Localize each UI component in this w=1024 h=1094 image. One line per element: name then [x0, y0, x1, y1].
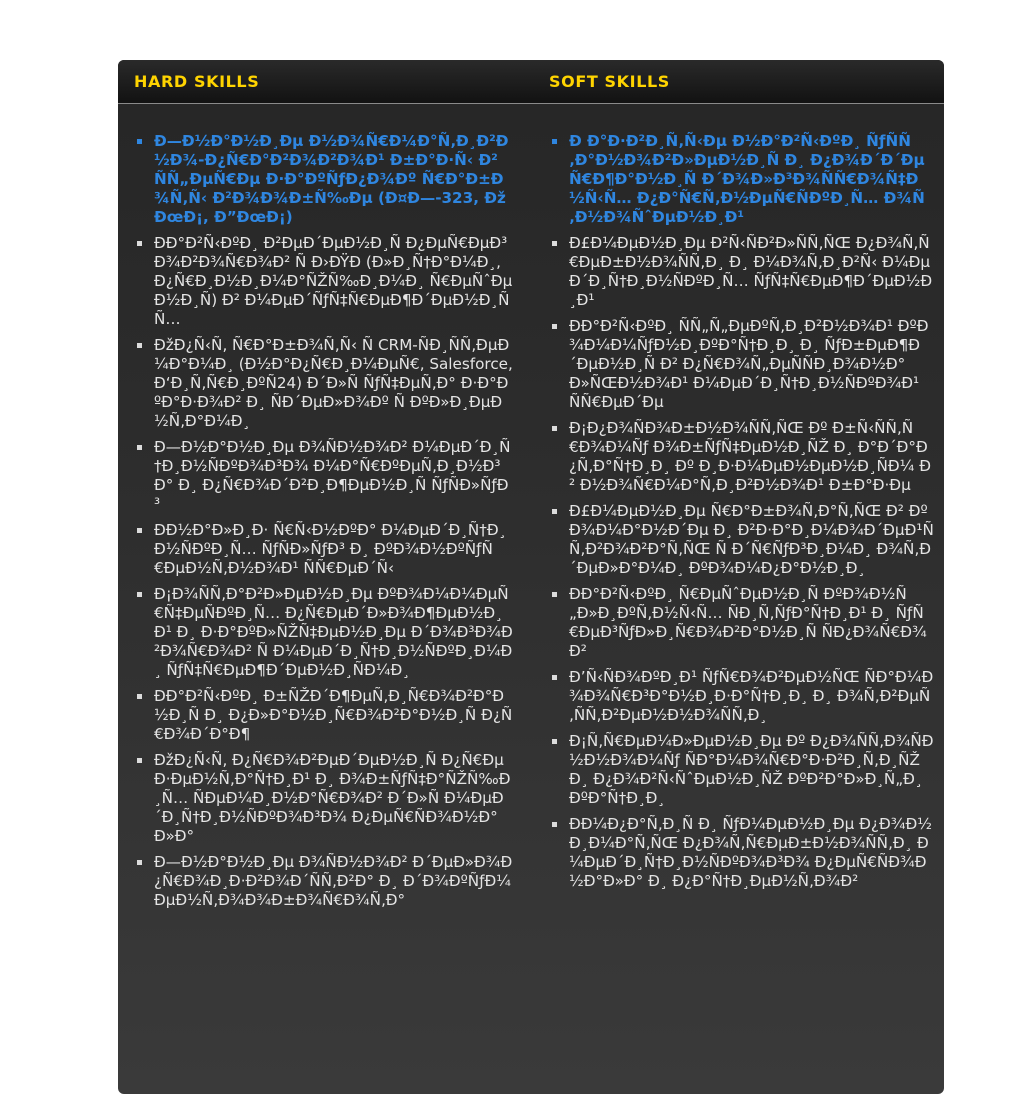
hard-skills-title: HARD SKILLS	[134, 72, 260, 91]
bullet-icon	[137, 592, 142, 597]
hard-skill-text: ÐÐ°Ð²Ñ‹ÐºÐ¸ Ð²ÐµÐ´ÐµÐ½Ð¸Ñ Ð¿ÐµÑ€ÐµÐ³Ð¾Ð²Ð¾Ñ€Ð¾Ð² Ñ Ð›ÐŸÐ (Ð»Ð¸Ñ†Ð°Ð¼Ð¸, Ð¿Ñ€Ð¸Ð½Ð¸Ð¼Ð°ÑŽÑ‰Ð¸Ð¼Ð¸ Ñ€ÐµÑˆÐµÐ½Ð¸Ñ) Ð² Ð¼ÐµÐ´ÑƒÑ‡Ñ€ÐµÐ¶Ð´ÐµÐ½Ð¸ÑÑ…	[154, 234, 513, 328]
bullet-icon	[552, 426, 557, 431]
bullet-icon	[552, 324, 557, 329]
bullet-icon	[137, 139, 142, 144]
soft-skill-item	[549, 234, 934, 310]
bullet-icon	[552, 675, 557, 680]
bullet-icon	[137, 860, 142, 865]
hard-skill-item	[134, 585, 514, 680]
bullet-icon	[552, 822, 557, 827]
hard-skill-item	[134, 132, 514, 227]
skills-panel	[118, 60, 944, 1094]
soft-skill-text: Ð’Ñ‹ÑÐ¾ÐºÐ¸Ð¹ ÑƒÑ€Ð¾Ð²ÐµÐ½ÑŒ ÑÐ°Ð¼Ð¾Ð¾Ñ€Ð³Ð°Ð½Ð¸Ð·Ð°Ñ†Ð¸Ð¸ Ð¸ Ð¾Ñ‚Ð²ÐµÑ‚ÑÑ‚Ð²ÐµÐ½Ð½Ð¾ÑÑ‚Ð¸	[569, 668, 934, 724]
soft-skill-item	[549, 732, 934, 808]
bullet-icon	[137, 758, 142, 763]
soft-skills-title: SOFT SKILLS	[549, 72, 670, 91]
bullet-icon	[137, 241, 142, 246]
soft-skills-column	[549, 132, 934, 898]
hard-skills-column	[134, 132, 514, 917]
hard-skill-item	[134, 751, 514, 846]
hard-skill-text: ÐÐ½Ð°Ð»Ð¸Ð· Ñ€Ñ‹Ð½ÐºÐ° Ð¼ÐµÐ´Ð¸Ñ†Ð¸Ð½ÑÐºÐ¸Ñ… ÑƒÑÐ»ÑƒÐ³ Ð¸ ÐºÐ¾Ð½ÐºÑƒÑ€ÐµÐ½Ñ‚Ð½Ð¾Ð¹ ÑÑ€ÐµÐ´Ñ‹	[154, 521, 507, 577]
soft-skill-text: Ð£Ð¼ÐµÐ½Ð¸Ðµ Ð²Ñ‹ÑÐ²Ð»ÑÑ‚ÑŒ Ð¿Ð¾Ñ‚Ñ€ÐµÐ±Ð½Ð¾ÑÑ‚Ð¸ Ð¸ Ð¼Ð¾Ñ‚Ð¸Ð²Ñ‹ Ð¼ÐµÐ´Ð¸Ñ†Ð¸Ð½ÑÐºÐ¸Ñ… ÑƒÑ‡Ñ€ÐµÐ¶Ð´ÐµÐ½Ð¸Ð¹	[569, 234, 933, 309]
soft-skill-text: ÐÐ°Ð²Ñ‹ÐºÐ¸ Ñ€ÐµÑˆÐµÐ½Ð¸Ñ ÐºÐ¾Ð½Ñ„Ð»Ð¸ÐºÑ‚Ð½Ñ‹Ñ… ÑÐ¸Ñ‚ÑƒÐ°Ñ†Ð¸Ð¹ Ð¸ ÑƒÑ€ÐµÐ³ÑƒÐ»Ð¸Ñ€Ð¾Ð²Ð°Ð½Ð¸Ñ ÑÐ¿Ð¾Ñ€Ð¾Ð²	[569, 585, 927, 660]
hard-skill-text: Ð¡Ð¾ÑÑ‚Ð°Ð²Ð»ÐµÐ½Ð¸Ðµ ÐºÐ¾Ð¼Ð¼ÐµÑ€Ñ‡ÐµÑÐºÐ¸Ñ… Ð¿Ñ€ÐµÐ´Ð»Ð¾Ð¶ÐµÐ½Ð¸Ð¹ Ð¸ Ð·Ð°ÐºÐ»ÑŽÑ‡ÐµÐ½Ð¸Ðµ Ð´Ð¾Ð³Ð¾Ð²Ð¾Ñ€Ð¾Ð² Ñ Ð¼ÐµÐ´Ð¸Ñ†Ð¸Ð½ÑÐºÐ¸Ð¼Ð¸ ÑƒÑ‡Ñ€ÐµÐ¶Ð´ÐµÐ½Ð¸ÑÐ¼Ð¸	[154, 585, 513, 679]
soft-skill-text: Ð¡Ñ‚Ñ€ÐµÐ¼Ð»ÐµÐ½Ð¸Ðµ Ðº Ð¿Ð¾ÑÑ‚Ð¾ÑÐ½Ð½Ð¾Ð¼Ñƒ ÑÐ°Ð¼Ð¾Ñ€Ð°Ð·Ð²Ð¸Ñ‚Ð¸ÑŽ Ð¸ Ð¿Ð¾Ð²Ñ‹ÑˆÐµÐ½Ð¸ÑŽ ÐºÐ²Ð°Ð»Ð¸Ñ„Ð¸ÐºÐ°Ñ†Ð¸Ð¸	[569, 732, 934, 807]
hard-skill-text: Ð—Ð½Ð°Ð½Ð¸Ðµ Ð½Ð¾Ñ€Ð¼Ð°Ñ‚Ð¸Ð²Ð½Ð¾-Ð¿Ñ€Ð°Ð²Ð¾Ð²Ð¾Ð¹ Ð±Ð°Ð·Ñ‹ Ð² ÑÑ„ÐµÑ€Ðµ Ð·Ð°ÐºÑƒÐ¿Ð¾Ðº Ñ€Ð°Ð±Ð¾Ñ‚Ñ‹ Ð²Ð¾Ð¾Ð±Ñ‰Ðµ (Ð¤Ð—-323, ÐžÐœÐ¡, Ð”ÐœÐ¡)	[154, 132, 509, 226]
bullet-icon	[137, 694, 142, 699]
hard-skill-text: Ð—Ð½Ð°Ð½Ð¸Ðµ Ð¾ÑÐ½Ð¾Ð² Ð´ÐµÐ»Ð¾Ð¿Ñ€Ð¾Ð¸Ð·Ð²Ð¾Ð´ÑÑ‚Ð²Ð° Ð¸ Ð´Ð¾ÐºÑƒÐ¼ÐµÐ½Ñ‚Ð¾Ð¾Ð±Ð¾Ñ€Ð¾Ñ‚Ð°	[154, 853, 513, 909]
hard-skill-item	[134, 853, 514, 910]
bullet-icon	[552, 739, 557, 744]
hard-skills-list	[134, 132, 514, 910]
hard-skill-item	[134, 234, 514, 329]
soft-skill-item	[549, 317, 934, 412]
soft-skills-list	[549, 132, 934, 891]
hard-skill-item	[134, 521, 514, 578]
bullet-icon	[552, 592, 557, 597]
bullet-icon	[552, 139, 557, 144]
bullet-icon	[137, 343, 142, 348]
soft-skill-text: Ð Ð°Ð·Ð²Ð¸Ñ‚Ñ‹Ðµ Ð½Ð°Ð²Ñ‹ÐºÐ¸ ÑƒÑÑ‚Ð°Ð½Ð¾Ð²Ð»ÐµÐ½Ð¸Ñ Ð¸ Ð¿Ð¾Ð´Ð´ÐµÑ€Ð¶Ð°Ð½Ð¸Ñ Ð´Ð¾Ð»Ð³Ð¾ÑÑ€Ð¾Ñ‡Ð½Ñ‹Ñ… Ð¿Ð°Ñ€Ñ‚Ð½ÐµÑ€ÑÐºÐ¸Ñ… Ð¾Ñ‚Ð½Ð¾ÑˆÐµÐ½Ð¸Ð¹	[569, 132, 925, 226]
skills-header	[118, 60, 944, 104]
bullet-icon	[137, 445, 142, 450]
hard-skill-item	[134, 438, 514, 514]
soft-skill-item	[549, 815, 934, 891]
soft-skill-text: Ð£Ð¼ÐµÐ½Ð¸Ðµ Ñ€Ð°Ð±Ð¾Ñ‚Ð°Ñ‚ÑŒ Ð² ÐºÐ¾Ð¼Ð°Ð½Ð´Ðµ Ð¸ Ð²Ð·Ð°Ð¸Ð¼Ð¾Ð´ÐµÐ¹ÑÑ‚Ð²Ð¾Ð²Ð°Ñ‚ÑŒ Ñ Ð´Ñ€ÑƒÐ³Ð¸Ð¼Ð¸ Ð¾Ñ‚Ð´ÐµÐ»Ð°Ð¼Ð¸ ÐºÐ¾Ð¼Ð¿Ð°Ð½Ð¸Ð¸	[569, 502, 934, 577]
soft-skill-text: Ð¡Ð¿Ð¾ÑÐ¾Ð±Ð½Ð¾ÑÑ‚ÑŒ Ðº Ð±Ñ‹ÑÑ‚Ñ€Ð¾Ð¼Ñƒ Ð¾Ð±ÑƒÑ‡ÐµÐ½Ð¸ÑŽ Ð¸ Ð°Ð´Ð°Ð¿Ñ‚Ð°Ñ†Ð¸Ð¸ Ðº Ð¸Ð·Ð¼ÐµÐ½ÐµÐ½Ð¸ÑÐ¼ Ð² Ð½Ð¾Ñ€Ð¼Ð°Ñ‚Ð¸Ð²Ð½Ð¾Ð¹ Ð±Ð°Ð·Ðµ	[569, 419, 931, 494]
bullet-icon	[552, 241, 557, 246]
bullet-icon	[552, 509, 557, 514]
bullet-icon	[137, 528, 142, 533]
hard-skill-item	[134, 687, 514, 744]
soft-skill-text: ÐÐ¼Ð¿Ð°Ñ‚Ð¸Ñ Ð¸ ÑƒÐ¼ÐµÐ½Ð¸Ðµ Ð¿Ð¾Ð½Ð¸Ð¼Ð°Ñ‚ÑŒ Ð¿Ð¾Ñ‚Ñ€ÐµÐ±Ð½Ð¾ÑÑ‚Ð¸ Ð¼ÐµÐ´Ð¸Ñ†Ð¸Ð½ÑÐºÐ¾Ð³Ð¾ Ð¿ÐµÑ€ÑÐ¾Ð½Ð°Ð»Ð° Ð¸ Ð¿Ð°Ñ†Ð¸ÐµÐ½Ñ‚Ð¾Ð²	[569, 815, 932, 890]
hard-skill-item	[134, 336, 514, 431]
soft-skill-item	[549, 132, 934, 227]
hard-skill-text: Ð—Ð½Ð°Ð½Ð¸Ðµ Ð¾ÑÐ½Ð¾Ð² Ð¼ÐµÐ´Ð¸Ñ†Ð¸Ð½ÑÐºÐ¾Ð³Ð¾ Ð¼Ð°Ñ€ÐºÐµÑ‚Ð¸Ð½Ð³Ð° Ð¸ Ð¿Ñ€Ð¾Ð´Ð²Ð¸Ð¶ÐµÐ½Ð¸Ñ ÑƒÑÐ»ÑƒÐ³	[154, 438, 511, 513]
hard-skill-text: ÐžÐ¿Ñ‹Ñ‚ Ð¿Ñ€Ð¾Ð²ÐµÐ´ÐµÐ½Ð¸Ñ Ð¿Ñ€ÐµÐ·ÐµÐ½Ñ‚Ð°Ñ†Ð¸Ð¹ Ð¸ Ð¾Ð±ÑƒÑ‡Ð°ÑŽÑ‰Ð¸Ñ… ÑÐµÐ¼Ð¸Ð½Ð°Ñ€Ð¾Ð² Ð´Ð»Ñ Ð¼ÐµÐ´Ð¸Ñ†Ð¸Ð½ÑÐºÐ¾Ð³Ð¾ Ð¿ÐµÑ€ÑÐ¾Ð½Ð°Ð»Ð°	[154, 751, 511, 845]
hard-skill-text: ÐžÐ¿Ñ‹Ñ‚ Ñ€Ð°Ð±Ð¾Ñ‚Ñ‹ Ñ CRM-ÑÐ¸ÑÑ‚ÐµÐ¼Ð°Ð¼Ð¸ (Ð½Ð°Ð¿Ñ€Ð¸Ð¼ÐµÑ€, Salesforce, Ð‘Ð¸Ñ‚Ñ€Ð¸ÐºÑ24) Ð´Ð»Ñ ÑƒÑ‡ÐµÑ‚Ð° Ð·Ð°ÐºÐ°Ð·Ð¾Ð² Ð¸ ÑÐ´ÐµÐ»Ð¾Ðº Ñ ÐºÐ»Ð¸ÐµÐ½Ñ‚Ð°Ð¼Ð¸	[154, 336, 513, 430]
hard-skill-text: ÐÐ°Ð²Ñ‹ÐºÐ¸ Ð±ÑŽÐ´Ð¶ÐµÑ‚Ð¸Ñ€Ð¾Ð²Ð°Ð½Ð¸Ñ Ð¸ Ð¿Ð»Ð°Ð½Ð¸Ñ€Ð¾Ð²Ð°Ð½Ð¸Ñ Ð¿Ñ€Ð¾Ð´Ð°Ð¶	[154, 687, 513, 743]
soft-skill-item	[549, 585, 934, 661]
soft-skill-item	[549, 502, 934, 578]
soft-skill-item	[549, 668, 934, 725]
soft-skill-text: ÐÐ°Ð²Ñ‹ÐºÐ¸ ÑÑ„Ñ„ÐµÐºÑ‚Ð¸Ð²Ð½Ð¾Ð¹ ÐºÐ¾Ð¼Ð¼ÑƒÐ½Ð¸ÐºÐ°Ñ†Ð¸Ð¸ Ð¸ ÑƒÐ±ÐµÐ¶Ð´ÐµÐ½Ð¸Ñ Ð² Ð¿Ñ€Ð¾Ñ„ÐµÑÑÐ¸Ð¾Ð½Ð°Ð»ÑŒÐ½Ð¾Ð¹ Ð¼ÐµÐ´Ð¸Ñ†Ð¸Ð½ÑÐºÐ¾Ð¹ ÑÑ€ÐµÐ´Ðµ	[569, 317, 929, 411]
soft-skill-item	[549, 419, 934, 495]
